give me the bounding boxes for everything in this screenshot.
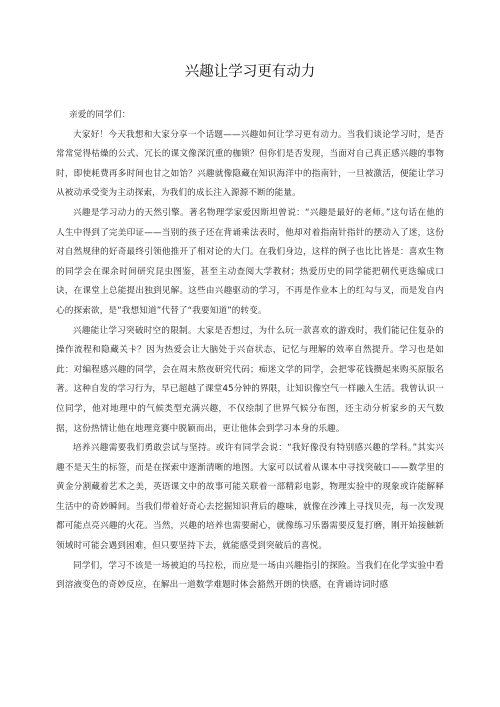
document-title: 兴趣让学习更有动力 xyxy=(184,64,316,80)
paragraph-5: 同学们，学习不该是一场被迫的马拉松，而应是一场由兴趣指引的探险。当我们在化学实验中看到溶液变色的奇妙反应，在解出一道数学难题时体会豁然开朗的快感，在背诵诗词时感 xyxy=(56,560,444,591)
paragraph-3: 兴趣能让学习突破时空的限制。大家是否想过，为什么玩一款喜欢的游戏时，我们能记住复杂的操作流程和隐藏关卡？因为热爱会让大脑处于兴奋状态，记忆与理解的效率自然提升。学习也是如此：对编程感兴趣的同学，会在周末熬夜研究代码；痴迷文学的同学，会把零花钱攒起来购买原版名著。这种自发的学习行为，早已超越了课堂45分钟的界限，让知识像空气一样融入生活。我曾认识一位同学，他对地理中的气候类型充满兴趣，不仅绘制了世界气候分布图，还主动分析家乡的天气数据，这份热情让他在地理竞赛中脱颖而出，更让他体会到学习本身的乐趣。 xyxy=(56,325,444,434)
paragraph-4: 培养兴趣需要我们勇敢尝试与坚持。或许有同学会说：“我好像没有特别感兴趣的学科。”其实兴趣不是天生的标签，而是在探索中逐渐清晰的地图。大家可以试着从课本中寻找突破口——数学里的黄金分割藏着艺术之美，英语课文中的故事可能关联着一部精彩电影，物理实验中的现象或许能解释生活中的奇妙瞬间。当我们带着好奇心去挖掘知识背后的趣味，就像在沙滩上寻找贝壳，每一次发现都可能点亮兴趣的火花。当然，兴趣的培养也需要耐心，就像练习乐器需要反复打磨，刚开始接触新领域时可能会遇到困难，但只要坚持下去，就能感受到突破后的喜悦。 xyxy=(56,443,444,552)
paragraph-1: 大家好！今天我想和大家分享一个话题——兴趣如何让学习更有动力。当我们谈论学习时，是否常常觉得枯燥的公式、冗长的课文像深沉重的枷锁？但你们是否发现，当面对自己真正感兴趣的事物时，即使耗费再多时间也甘之如饴？兴趣就像隐藏在知识海洋中的指南针，一旦被激活，便能让学习从被动承受变为主动探索，为我们的成长注入源源不断的能量。 xyxy=(56,129,444,199)
salutation: 亲爱的同学们： xyxy=(69,110,131,120)
paragraph-2: 兴趣是学习动力的天然引擎。著名物理学家爱因斯坦曾说：“兴趣是最好的老师。”这句话在他的人生中得到了完美印证——当别的孩子还在背诵乘法表时，他却对着指南针指针的摆动入了迷，这份对自然规律的好奇最终引领他推开了相对论的大门。在我们身边，这样的例子也比比皆是：喜欢生物的同学会在课余时间研究昆虫图鉴，甚至主动查阅大学教材；热爱历史的同学能把朝代更迭编成口诀，在课堂上总能提出独到见解。这些由兴趣驱动的学习，不再是作业本上的红勾与叉，而是发自内心的探索欲，是“我想知道”代替了“我要知道”的转变。 xyxy=(56,207,444,316)
